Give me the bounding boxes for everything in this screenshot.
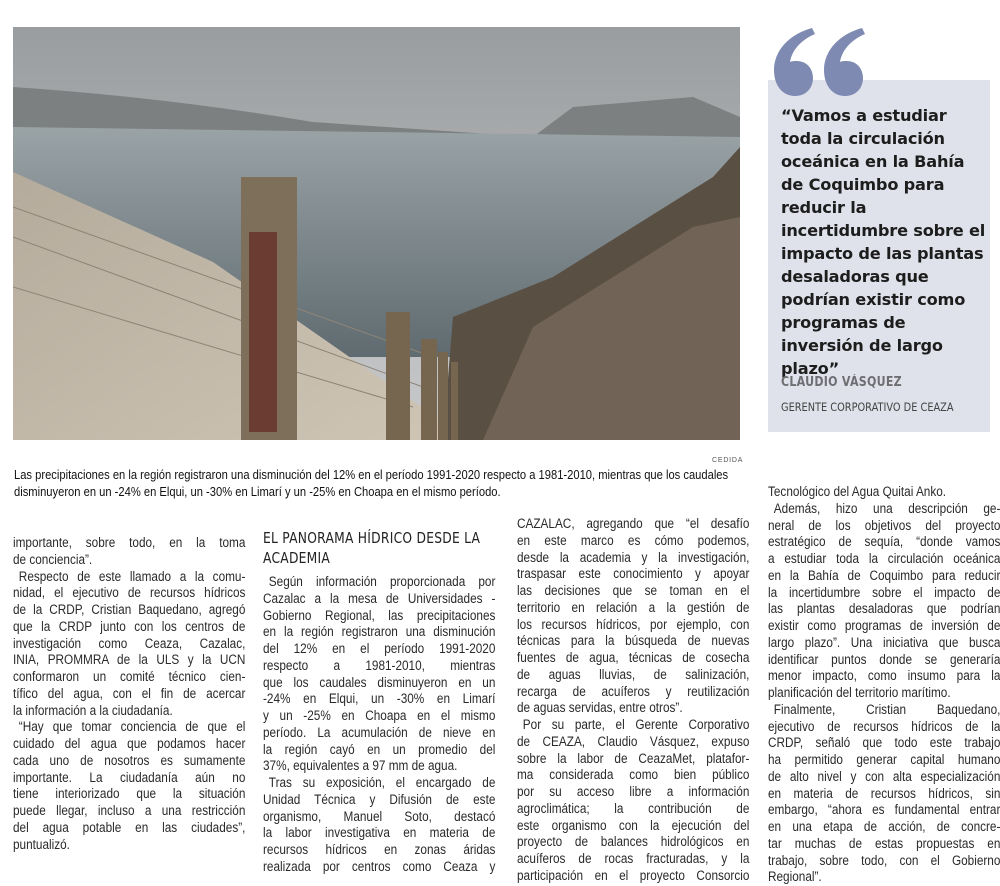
article-column-4 xyxy=(768,484,1000,886)
article-text-line: existir como programas de inversión de xyxy=(768,618,1000,634)
article-text-line: INIA, PROMMRA de la ULS y la UCN xyxy=(13,652,246,669)
article-text-line: Finalmente, Cristian Baquedano, xyxy=(773,701,1000,718)
article-text-line: cuidado del agua que podamos hacer xyxy=(13,736,246,752)
article-text-line: desde la academia y la investigación, xyxy=(517,549,750,566)
article-text-line: Además, hizo una descripción ge- xyxy=(773,500,1000,517)
article-text-line: y un -25% en Choapa en el mismo xyxy=(263,708,496,724)
article-text-line: de la CRDP, Cristian Baquedano, agregó xyxy=(13,602,246,618)
article-text-line: la región cayó en un promedio del xyxy=(263,741,496,758)
article-text-line: importante. La ciudadanía aún no xyxy=(13,769,246,786)
article-text-line: de alto nivel y con alta especialización xyxy=(768,768,1000,785)
article-text-line: del agua potable en las ciudades”, xyxy=(13,819,246,836)
article-text-line: territorio en relación a la gestión de xyxy=(517,599,750,616)
article-text-line: Regional”. xyxy=(768,869,822,886)
article-text-line: “Hay que tomar conciencia de que el xyxy=(18,719,246,736)
article-text-line: la labor investigativa en materia de xyxy=(263,825,496,842)
photo-caption: Las precipitaciones en la región registraron una disminución del 12% en el período 1991-2020 respecto a 1981-2010, mientras que los caudales disminuyeron en un -24% en Elqui, un -30% en Limarí y un -25% en Choapa en el mismo período. xyxy=(14,467,729,499)
article-text-line: tiene interiorizado que la situación xyxy=(13,786,246,803)
pull-quote-role: GERENTE CORPORATIVO DE CEAZA xyxy=(781,400,954,414)
article-text-line: que la CRDP junto con los centros de xyxy=(13,618,246,635)
article-text-line: fuentes de agua, técnicas de cosecha xyxy=(517,650,750,666)
article-text-line: cada uno de nosotros es sumamente xyxy=(13,752,246,769)
article-text-line: puntualizó. xyxy=(13,836,70,853)
article-text-line: la información a la ciudadanía. xyxy=(13,702,173,719)
photo-credit: CEDIDA xyxy=(712,457,744,464)
article-text-line: en la Bahía de Coquimbo para reducir xyxy=(768,567,1000,584)
article-text-line: a estudiar toda la circulación oceánica xyxy=(768,551,1000,567)
article-text-line: planificación del territorio marítimo. xyxy=(768,685,951,701)
article-text-line: puede llegar, incluso a una restricción xyxy=(13,803,246,819)
article-text-line: neral de los objetivos del proyecto xyxy=(768,517,1000,534)
article-text-line: en materia de recursos hídricos, sin xyxy=(768,785,1000,802)
article-column-3 xyxy=(517,516,749,885)
article-text-line: Unidad Técnica y Difusión de este xyxy=(263,791,496,808)
article-text-line: recarga de acuíferos y reutilización xyxy=(517,683,750,700)
article-text-line: organismo, Manuel Soto, destacó xyxy=(263,808,496,825)
article-text-line: estratégico de sequía, “donde vamos xyxy=(768,534,1000,551)
article-text-line: las decisiones que se toman en el xyxy=(517,583,750,599)
article-text-line: respecto a 1981-2010, mientras xyxy=(263,657,496,674)
article-text-line: tífico del agua, con el fin de acercar xyxy=(13,685,246,702)
article-text-line: Según información proporcionada por xyxy=(268,574,496,590)
article-text-line: 37%, equivalentes a 97 mm de agua. xyxy=(263,758,458,775)
article-text-line: de CEAZA, Claudio Vásquez, expuso xyxy=(517,733,750,750)
article-text-line: los recursos hídricos, por ejemplo, con xyxy=(517,616,750,633)
article-text-line: embargo, “ahora es fundamental entrar xyxy=(768,802,1000,819)
article-text-line: en este marco es cómo podemos, xyxy=(517,532,750,549)
article-text-line: nidad, el ejecutivo de recursos hídricos xyxy=(13,585,246,602)
article-text-line: largo plazo”. Una iniciativa que busca xyxy=(768,634,1000,651)
article-text-line: las plantas desaladoras que podrían xyxy=(768,601,1000,618)
article-text-line: en una etapa de acción, de concre- xyxy=(768,819,1000,835)
article-text-line: por su acceso libre a información xyxy=(517,784,750,800)
article-text-line: del 12% en el período 1991-2020 xyxy=(263,641,496,657)
article-column-1 xyxy=(13,535,245,853)
article-text-line: sobre la labor de CeazaMet, platafor- xyxy=(517,750,750,767)
article-text-line: ejecutivo de recursos hídricos de la xyxy=(768,718,1000,735)
article-text-line: identificar puntos donde se generaría xyxy=(768,651,1000,668)
article-text-line: Tras su exposición, el encargado de xyxy=(268,775,496,791)
article-text-line: conformaron un comité técnico cien- xyxy=(13,669,246,685)
article-text-line: CRDP, señaló que todo este trabajo xyxy=(768,735,1000,752)
article-text-line: acuíferos de rocas fracturadas, y la xyxy=(517,851,750,867)
article-text-line: menor impacto, como insumo para la xyxy=(768,668,1000,685)
article-text-line: que los caudales disminuyeron en un xyxy=(263,674,496,691)
article-text-line: agroclimática; la contribución de xyxy=(517,800,750,817)
article-text-line: Respecto de este llamado a la comu- xyxy=(18,568,246,585)
article-text-line: este organismo con la ejecución del xyxy=(517,817,750,834)
article-text-line: ha permitido generar capital humano xyxy=(768,752,1000,768)
article-text-line: traspasar este conocimiento y apoyar xyxy=(517,566,750,583)
article-text-line: período. La acumulación de nieve en xyxy=(263,724,496,741)
article-text-line: ma considerada como bien público xyxy=(517,767,750,784)
quote-marks-icon xyxy=(768,24,868,100)
article-text-line: Tecnológico del Agua Quitai Anko. xyxy=(768,484,947,500)
article-text-line: de conciencia”. xyxy=(13,551,93,568)
article-text-line: en la región registraron una disminución xyxy=(263,624,496,641)
article-text-line: -24% en Elqui, un -30% en Limarí xyxy=(263,691,496,708)
article-text-line: Gobierno Regional, las precipitaciones xyxy=(263,607,496,624)
article-text-line: de aguas lluvias, de salinización, xyxy=(517,666,750,683)
article-text-line: importante, sobre todo, en la toma xyxy=(13,535,246,551)
article-text-line: de aguas servidas, entre otros”. xyxy=(517,700,683,717)
article-text-line: tar muchas de estas propuestas en xyxy=(768,835,1000,852)
article-text-line: Por su parte, el Gerente Corporativo xyxy=(522,717,750,733)
article-text-line: técnicas para la búsqueda de nuevas xyxy=(517,633,750,650)
article-column-2 xyxy=(263,574,495,876)
article-text-line: proyecto de balances hidrológicos en xyxy=(517,834,750,851)
article-text-line: CAZALAC, agregando que “el desafío xyxy=(517,516,750,532)
article-text-line: realizada por centros como Ceaza y xyxy=(263,858,496,875)
pull-quote-author: CLAUDIO VÁSQUEZ xyxy=(781,375,902,390)
pull-quote-text: “Vamos a estudiar toda la circulación oceánica en la Bahía de Coquimbo para reducir la incertidumbre sobre el impacto de las plantas desaladoras que podrían existir como programas de inversión de largo plazo” xyxy=(781,106,986,378)
article-text-line: trabajo, sobre todo, con el Gobierno xyxy=(768,852,1000,869)
article-text-line: investigación como Ceaza, Cazalac, xyxy=(13,635,246,652)
section-subheading: EL PANORAMA HÍDRICO DESDE LA ACADEMIA xyxy=(263,529,481,567)
article-text-line: recursos hídricos en zonas áridas xyxy=(263,842,496,858)
article-text-line: la incertidumbre sobre el impacto de xyxy=(768,584,1000,601)
article-text-line: participación en el proyecto Consorcio xyxy=(517,867,750,884)
article-text-line: Cazalac a la mesa de Universidades - xyxy=(263,590,496,607)
reservoir-photo xyxy=(13,27,740,440)
